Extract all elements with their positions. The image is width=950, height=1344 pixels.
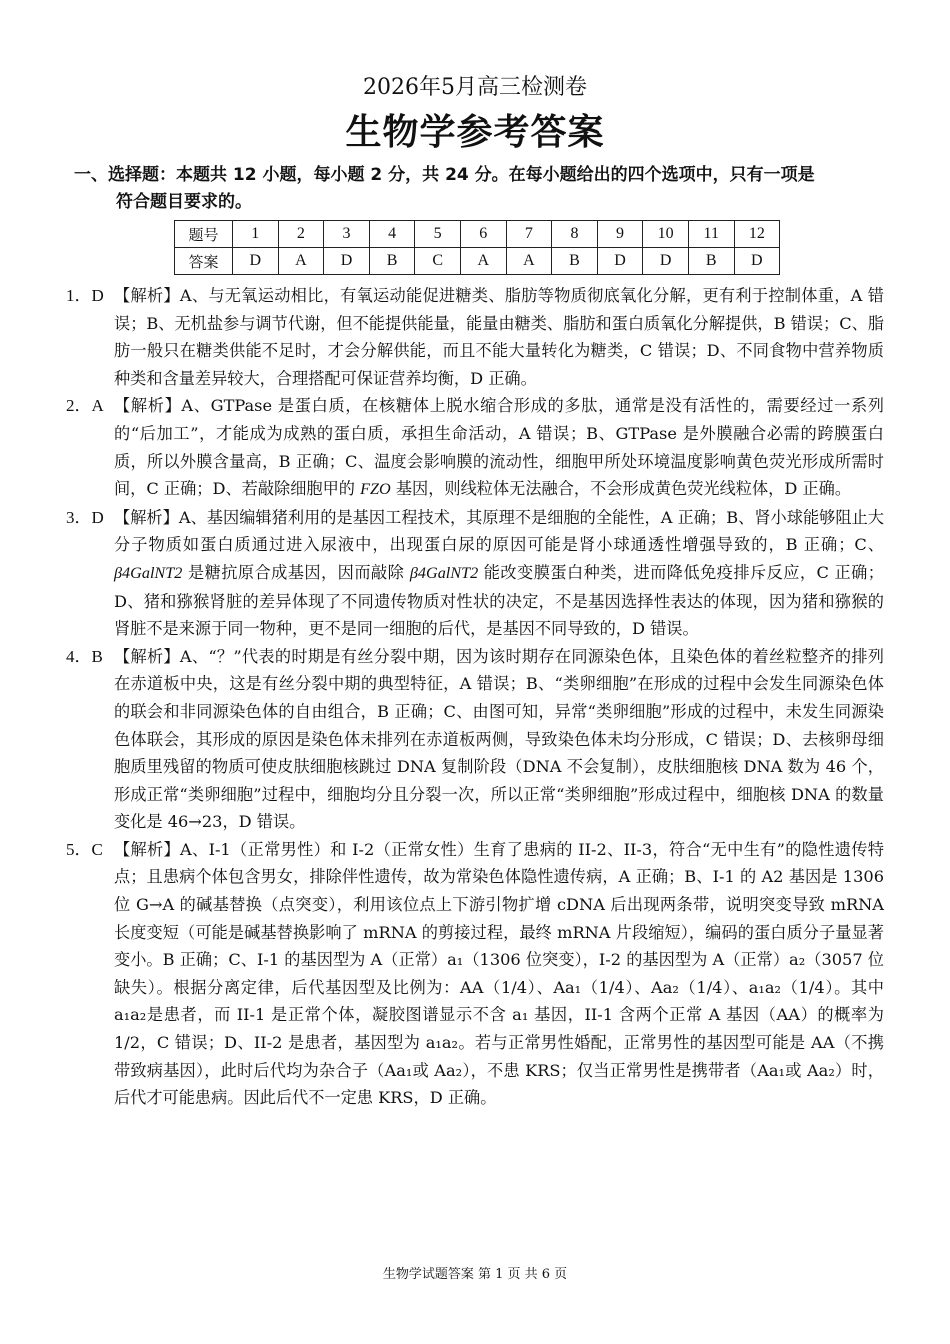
page-title: 生物学参考答案 xyxy=(345,112,605,153)
answer-table xyxy=(174,220,780,275)
answer-cell: D xyxy=(233,248,279,275)
item-number: 1．D xyxy=(66,286,104,305)
question-number: 6 xyxy=(460,221,506,248)
exam-subtitle: 2026年5月高三检测卷 xyxy=(363,75,587,100)
answer-row xyxy=(175,248,780,275)
question-number-row xyxy=(175,221,780,248)
question-number: 1 xyxy=(233,221,279,248)
section-heading-line2: 符合题目要求的。 xyxy=(116,192,252,212)
gene-name: β4GalNT2 xyxy=(114,563,183,582)
item-text: 【解析】A、“？”代表的时期是有丝分裂中期，因为该时期存在同源染色体，且染色体的着丝粒整齐的排列在赤道板中央，这是有丝分裂中期的典型特征，A 错误；B、“类卵细胞”在形成的过程中会发生同源染色体的联会和非同源染色体的自由组合，B 正确；C、由图可知，异常“类卵细胞”形成的过程中，未发生同源染色体联会，其形成的原因是染色体未排列在赤道板两侧，导致染色体未均分形成，C 错误；D、去核卵母细胞质里残留的物质可使皮肤细胞核跳过 DNA 复制阶段（DNA 不会复制），皮肤细胞核 DNA 数为 46 个，形成正常“类卵细胞”过程中，细胞均分且分裂一次，所以正常“类卵细胞”形成过程中，细胞核 DNA 的数量变化是 46→23，D 错误。 xyxy=(114,646,884,832)
question-number: 12 xyxy=(734,221,780,248)
item-number: 5．C xyxy=(66,839,103,859)
row-label-number: 题号 xyxy=(175,221,233,248)
answer-cell: D xyxy=(734,248,780,275)
item-text: 【解析】A、与无氧运动相比，有氧运动能促进糖类、脂肪等物质彻底氧化分解，更有利于控制体重，A 错误；B、无机盐参与调节代谢，但不能提供能量，能量由糖类、脂肪和蛋白质氧化分解提供，B 错误；C、脂肪一般只在糖类供能不足时，才会分解供能，而且不能大量转化为糖类，C 错误；D、不同食物中营养物质种类和含量差异较大，合理搭配可保证营养均衡，D 正确。 xyxy=(114,286,884,388)
item-number: 4．B xyxy=(66,646,103,666)
explanation-item-4 xyxy=(66,643,884,836)
question-number: 3 xyxy=(324,221,370,248)
answer-cell: D xyxy=(597,248,643,275)
item-number: 3．D xyxy=(66,507,104,527)
section-heading-line1: 一、选择题：本题共 12 小题，每小题 2 分，共 24 分。在每小题给出的四个选项中，只有一项是 xyxy=(74,165,815,185)
section-heading xyxy=(74,162,894,216)
question-number: 5 xyxy=(415,221,461,248)
question-number: 2 xyxy=(278,221,324,248)
question-number: 7 xyxy=(506,221,552,248)
gene-name: β4GalNT2 xyxy=(409,563,479,582)
gene-name: FZO xyxy=(360,480,391,499)
item-number: 2．A xyxy=(66,396,104,416)
item-text xyxy=(114,504,884,643)
item-text-part: 【解析】A、GTPase 是蛋白质，在核糖体上脱水缩合形成的多肽，通常是没有活性的，需要经过一系列的“后加工”，才能成为成熟的蛋白质，承担生命活动，A 错误；B、GTPase 是外膜融合必需的跨膜蛋白质，所以外膜含量高，B 正确；C、温度会影响膜的流动性，细胞甲所处环境温度影响黄色荧光形成所需时间，C 正确；D、若敲除细胞甲的 xyxy=(114,396,884,499)
answer-cell: A xyxy=(278,248,324,275)
answer-cell: D xyxy=(643,248,689,275)
question-number: 8 xyxy=(552,221,598,248)
row-label-answer: 答案 xyxy=(175,248,233,275)
question-number: 4 xyxy=(369,221,415,248)
explanation-item-1 xyxy=(66,282,884,392)
item-text xyxy=(114,392,884,503)
question-number: 11 xyxy=(688,221,734,248)
explanation-item-5 xyxy=(66,836,884,1112)
item-text-part: 能改变膜蛋白种类，进而降低免疫排斥反应，C 正确；D、猪和猕猴肾脏的差异体现了不同遗传物质对性状的决定，不是基因选择性表达的体现，因为猪和猕猴的肾脏不是来源于同一物种，更不是同一细胞的后代，是基因不同导致的，D 错误。 xyxy=(114,562,884,639)
item-text-part: 是糖抗原合成基因，因而敲除 xyxy=(182,562,410,582)
explanation-item-3 xyxy=(66,504,884,643)
answer-cell: A xyxy=(506,248,552,275)
answer-cell: A xyxy=(460,248,506,275)
explanation-item-2 xyxy=(66,392,884,503)
answer-cell: B xyxy=(688,248,734,275)
question-number: 9 xyxy=(597,221,643,248)
explanation-list xyxy=(66,282,884,1112)
answer-cell: D xyxy=(324,248,370,275)
item-text-part: 基因，则线粒体无法融合，不会形成黄色荧光线粒体，D 正确。 xyxy=(390,479,852,499)
answer-cell: B xyxy=(369,248,415,275)
answer-cell: B xyxy=(552,248,598,275)
answer-cell: C xyxy=(415,248,461,275)
item-text: 【解析】A、I-1（正常男性）和 I-2（正常女性）生育了患病的 II-2、II-3，符合“无中生有”的隐性遗传特点；且患病个体包含男女，排除伴性遗传，故为常染色体隐性遗传病，A 正确；B、I-1 的 A2 基因是 1306 位 G→A 的碱基替换（点突变），利用该位点上下游引物扩增 cDNA 后出现两条带，说明突变导致 mRNA 长度变短（可能是碱基替换影响了 mRNA 的剪接过程，最终 mRNA 片段缩短），编码的蛋白质分子量显著变小。B 正确；C、I-1 的基因型为 A（正常）a₁（1306 位突变），I-2 的基因型为 A（正常）a₂（3057 位缺失）。根据分离定律，后代基因型及比例为：AA（1/4）、Aa₁（1/4）、Aa₂（1/4）、a₁a₂（1/4）。其中 a₁a₂是患者，而 II-1 是正常个体，凝胶图谱显示不含 a₁ 基因，II-1 含两个正常 A 基因（AA）的概率为 1/2，C 错误；D、II-2 是患者，基因型为 a₁a₂。若与正常男性婚配，正常男性的基因型可能是 AA（不携带致病基因），此时后代均为杂合子（Aa₁或 Aa₂），不患 KRS；仅当正常男性是携带者（Aa₁或 Aa₂）时，后代才可能患病。因此后代不一定患 KRS，D 正确。 xyxy=(114,839,884,1108)
page-footer: 生物学试题答案 第 1 页 共 6 页 xyxy=(382,1267,568,1282)
item-text-part: 【解析】A、基因编辑猪利用的是基因工程技术，其原理不是细胞的全能性，A 正确；B、肾小球能够阻止大分子物质如蛋白质通过进入尿液中，出现蛋白尿的原因可能是肾小球通透性增强导致的，B 正确；C、 xyxy=(114,507,884,555)
question-number: 10 xyxy=(643,221,689,248)
